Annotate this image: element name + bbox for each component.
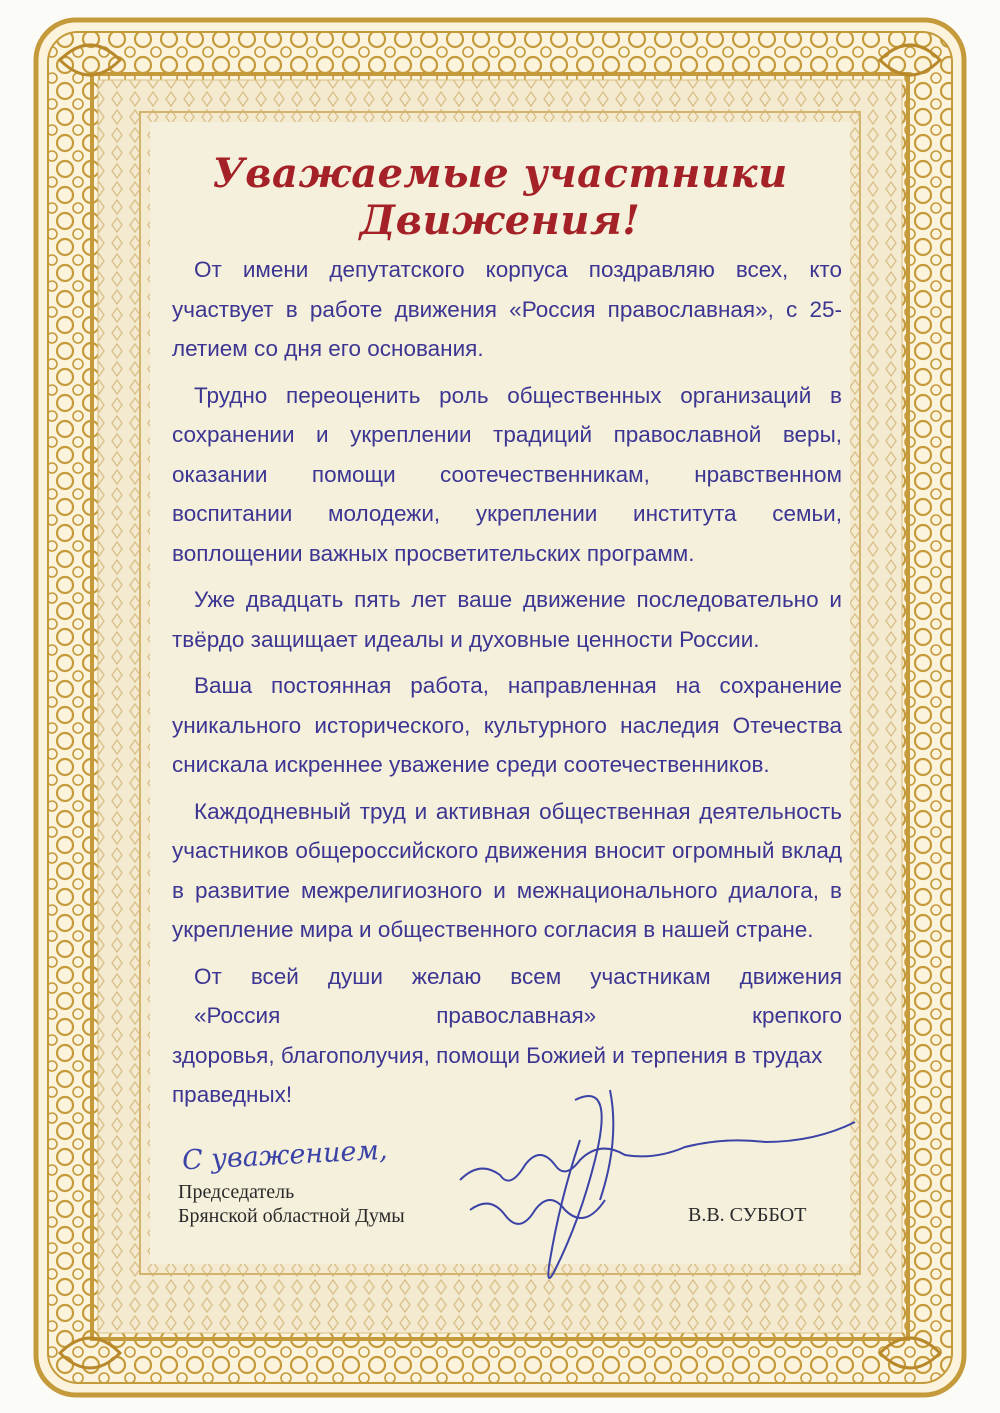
signatory-title-line-2: Брянской областной Думы [178,1205,405,1227]
paragraph: Трудно переоценить роль общественных организаций в сохранении и укреплении традиций православной веры, оказании помощи соотечественникам, нравственном воспитании молодежи, укреплении института семьи, воплощении важных просветительских программ. [172,382,842,566]
wish-line-1: От всей души желаю всем участникам движения [194,963,842,989]
signatory-title [178,1180,405,1228]
paragraph: От имени депутатского корпуса поздравляю всех, кто участвует в работе движения «Россия православная», с 25-летием со дня его основания. [172,257,842,361]
signatory-title-line-1: Председатель [178,1181,295,1203]
signatory-name: В.В. СУББОТ [688,1204,807,1226]
paragraph: Каждодневный труд и активная общественная деятельность участников общероссийского движения вносит огромный вклад в развитие межрелигиозного и межнационального диалога, в укрепление мира и общественного согласия в нашей стране. [172,798,842,942]
paragraph: Ваша постоянная работа, направленная на сохранение уникального исторического, культурного наследия Отечества снискала искреннее уважение среди соотечественников. [172,673,842,777]
letter-heading: Уважаемые участники Движения! [212,150,788,244]
closing-phrase: С уважением, [181,1134,389,1177]
wish-line-2: «Россия православная» крепкого [194,1003,842,1028]
wish-line-3: здоровья, благополучия, помощи Божией и терпения в трудах праведных! [172,1042,823,1107]
letter-body [172,250,842,1122]
signature [400,1070,860,1300]
paragraph: Уже двадцать пять лет ваше движение последовательно и твёрдо защищает идеалы и духовные ценности России. [172,587,842,652]
